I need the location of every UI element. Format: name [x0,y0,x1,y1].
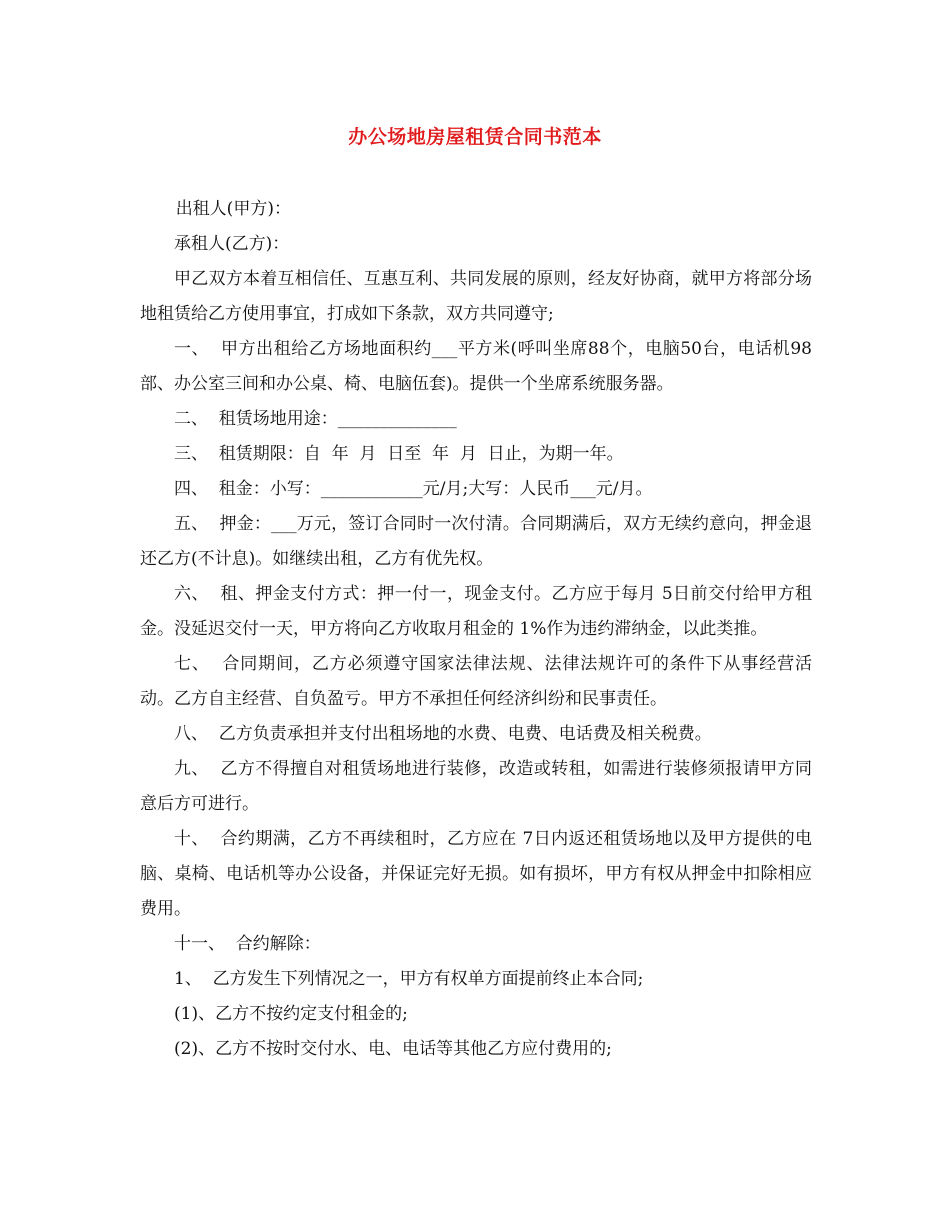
paragraph-subclause-1: 1、 乙方发生下列情况之一，甲方有权单方面提前终止本合同; [174,969,644,989]
paragraph-clause-9: 九、 乙方不得擅自对租赁场地进行装修，改造或转租，如需进行装修须报请甲方同意后方可进行。 [140,759,812,814]
document-body [140,192,812,1067]
paragraph-preamble: 甲乙双方本着互相信任、互惠互利、共同发展的原则，经友好协商，就甲方将部分场地租赁给乙方使用事宜，打成如下条款，双方共同遵守; [140,269,812,324]
paragraph-clause-4: 四、 租金：小写：____________元/月;大写：人民币___元/月。 [174,479,653,499]
paragraph-lessor: 出租人(甲方)： [175,199,291,219]
paragraph-item-2: (2)、乙方不按时交付水、电、电话等其他乙方应付费用的; [174,1039,612,1059]
paragraph-clause-11: 十一、 合约解除： [174,934,321,954]
paragraph-clause-1: 一、 甲方出租给乙方场地面积约___平方米(呼叫坐席88个，电脑50台，电话机98部、办公室三间和办公桌、椅、电脑伍套)。提供一个坐席系统服务器。 [140,339,812,394]
paragraph-clause-5: 五、 押金：___万元，签订合同时一次付清。合同期满后，双方无续约意向，押金退还乙方(不计息)。如继续出租，乙方有优先权。 [140,514,812,569]
paragraph-clause-6: 六、 租、押金支付方式：押一付一，现金支付。乙方应于每月 5日前交付给甲方租金。没延迟交付一天，甲方将向乙方收取月租金的 1%作为违约滞纳金，以此类推。 [140,584,812,639]
paragraph-item-1: (1)、乙方不按约定支付租金的; [174,1004,408,1024]
paragraph-clause-10: 十、 合约期满，乙方不再续租时，乙方应在 7日内返还租赁场地以及甲方提供的电脑、桌椅、电话机等办公设备，并保证完好无损。如有损坏，甲方有权从押金中扣除相应费用。 [140,829,812,919]
paragraph-clause-8: 八、 乙方负责承担并支付出租场地的水费、电费、电话费及相关税费。 [174,724,712,744]
document-title: 办公场地房屋租赁合同书范本 [348,126,602,148]
paragraph-clause-2: 二、 租赁场地用途：______________ [174,409,457,429]
paragraph-lessee: 承租人(乙方)： [174,234,290,254]
paragraph-clause-3: 三、 租赁期限：自 年 月 日至 年 月 日止，为期一年。 [174,444,624,464]
paragraph-clause-7: 七、 合同期间，乙方必须遵守国家法律法规、法律法规许可的条件下从事经营活动。乙方自主经营、自负盈亏。甲方不承担任何经济纠纷和民事责任。 [140,654,812,709]
